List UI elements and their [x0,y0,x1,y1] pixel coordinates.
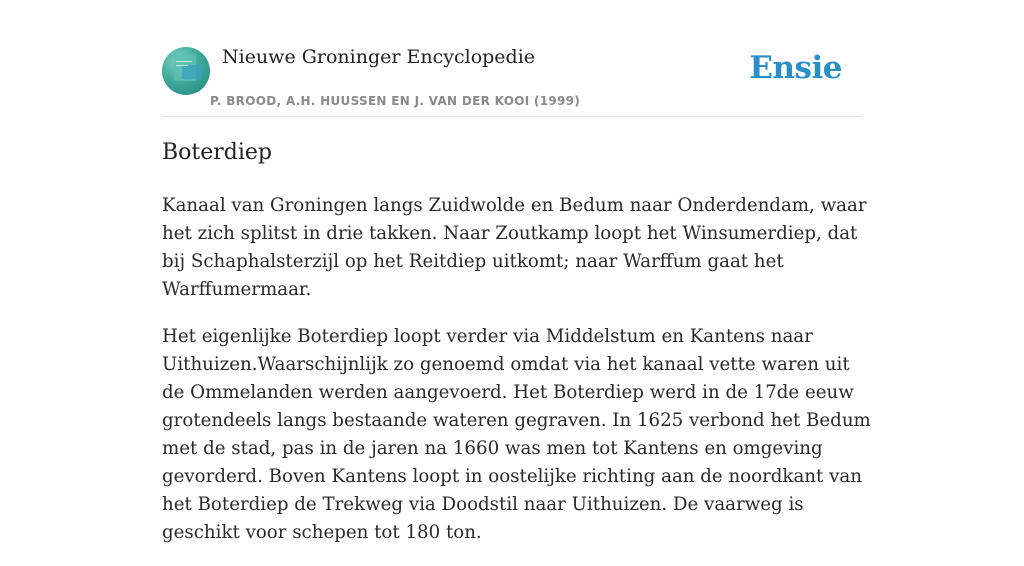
cover-decoration [176,61,192,62]
book-title-link[interactable]: Nieuwe Groninger Encyclopedie [222,46,536,68]
header [162,40,862,117]
book-cover-icon[interactable] [162,47,210,95]
brand-logo[interactable]: Ensie [749,50,842,86]
entry-body [162,192,872,566]
entry-paragraph: Kanaal van Groningen langs Zuidwolde en Bedum naar Onderdendam, waar het zich splitst in drie takken. Naar Zoutkamp loopt het Winsumerdiep, dat bij Schaphalsterzijl op het Reitdiep uitkomt; naar Warffum gaat het Warffumermaar. [162,195,867,300]
entry-title: Boterdiep [162,140,273,165]
cover-decoration [182,65,202,79]
book-authors: P. BROOD, A.H. HUUSSEN EN J. VAN DER KOOI (1999) [210,94,581,108]
cover-decoration [176,65,188,66]
entry-paragraph: Het eigenlijke Boterdiep loopt verder via Middelstum en Kantens naar Uithuizen.Waarschijnlijk zo genoemd omdat via het kanaal vette waren uit de Ommelanden werden aangevoerd. Het Boterdiep werd in de 17de eeuw grotendeels langs bestaande wateren gegraven. In 1625 verbond het Bedum met de stad, pas in de jaren na 1660 was men tot Kantens en omgeving gevorderd. Boven Kantens loopt in oostelijke richting aan de noordkant van het Boterdiep de Trekweg via Doodstil naar Uithuizen. De vaarweg is geschikt voor schepen tot 180 ton. [162,326,871,543]
